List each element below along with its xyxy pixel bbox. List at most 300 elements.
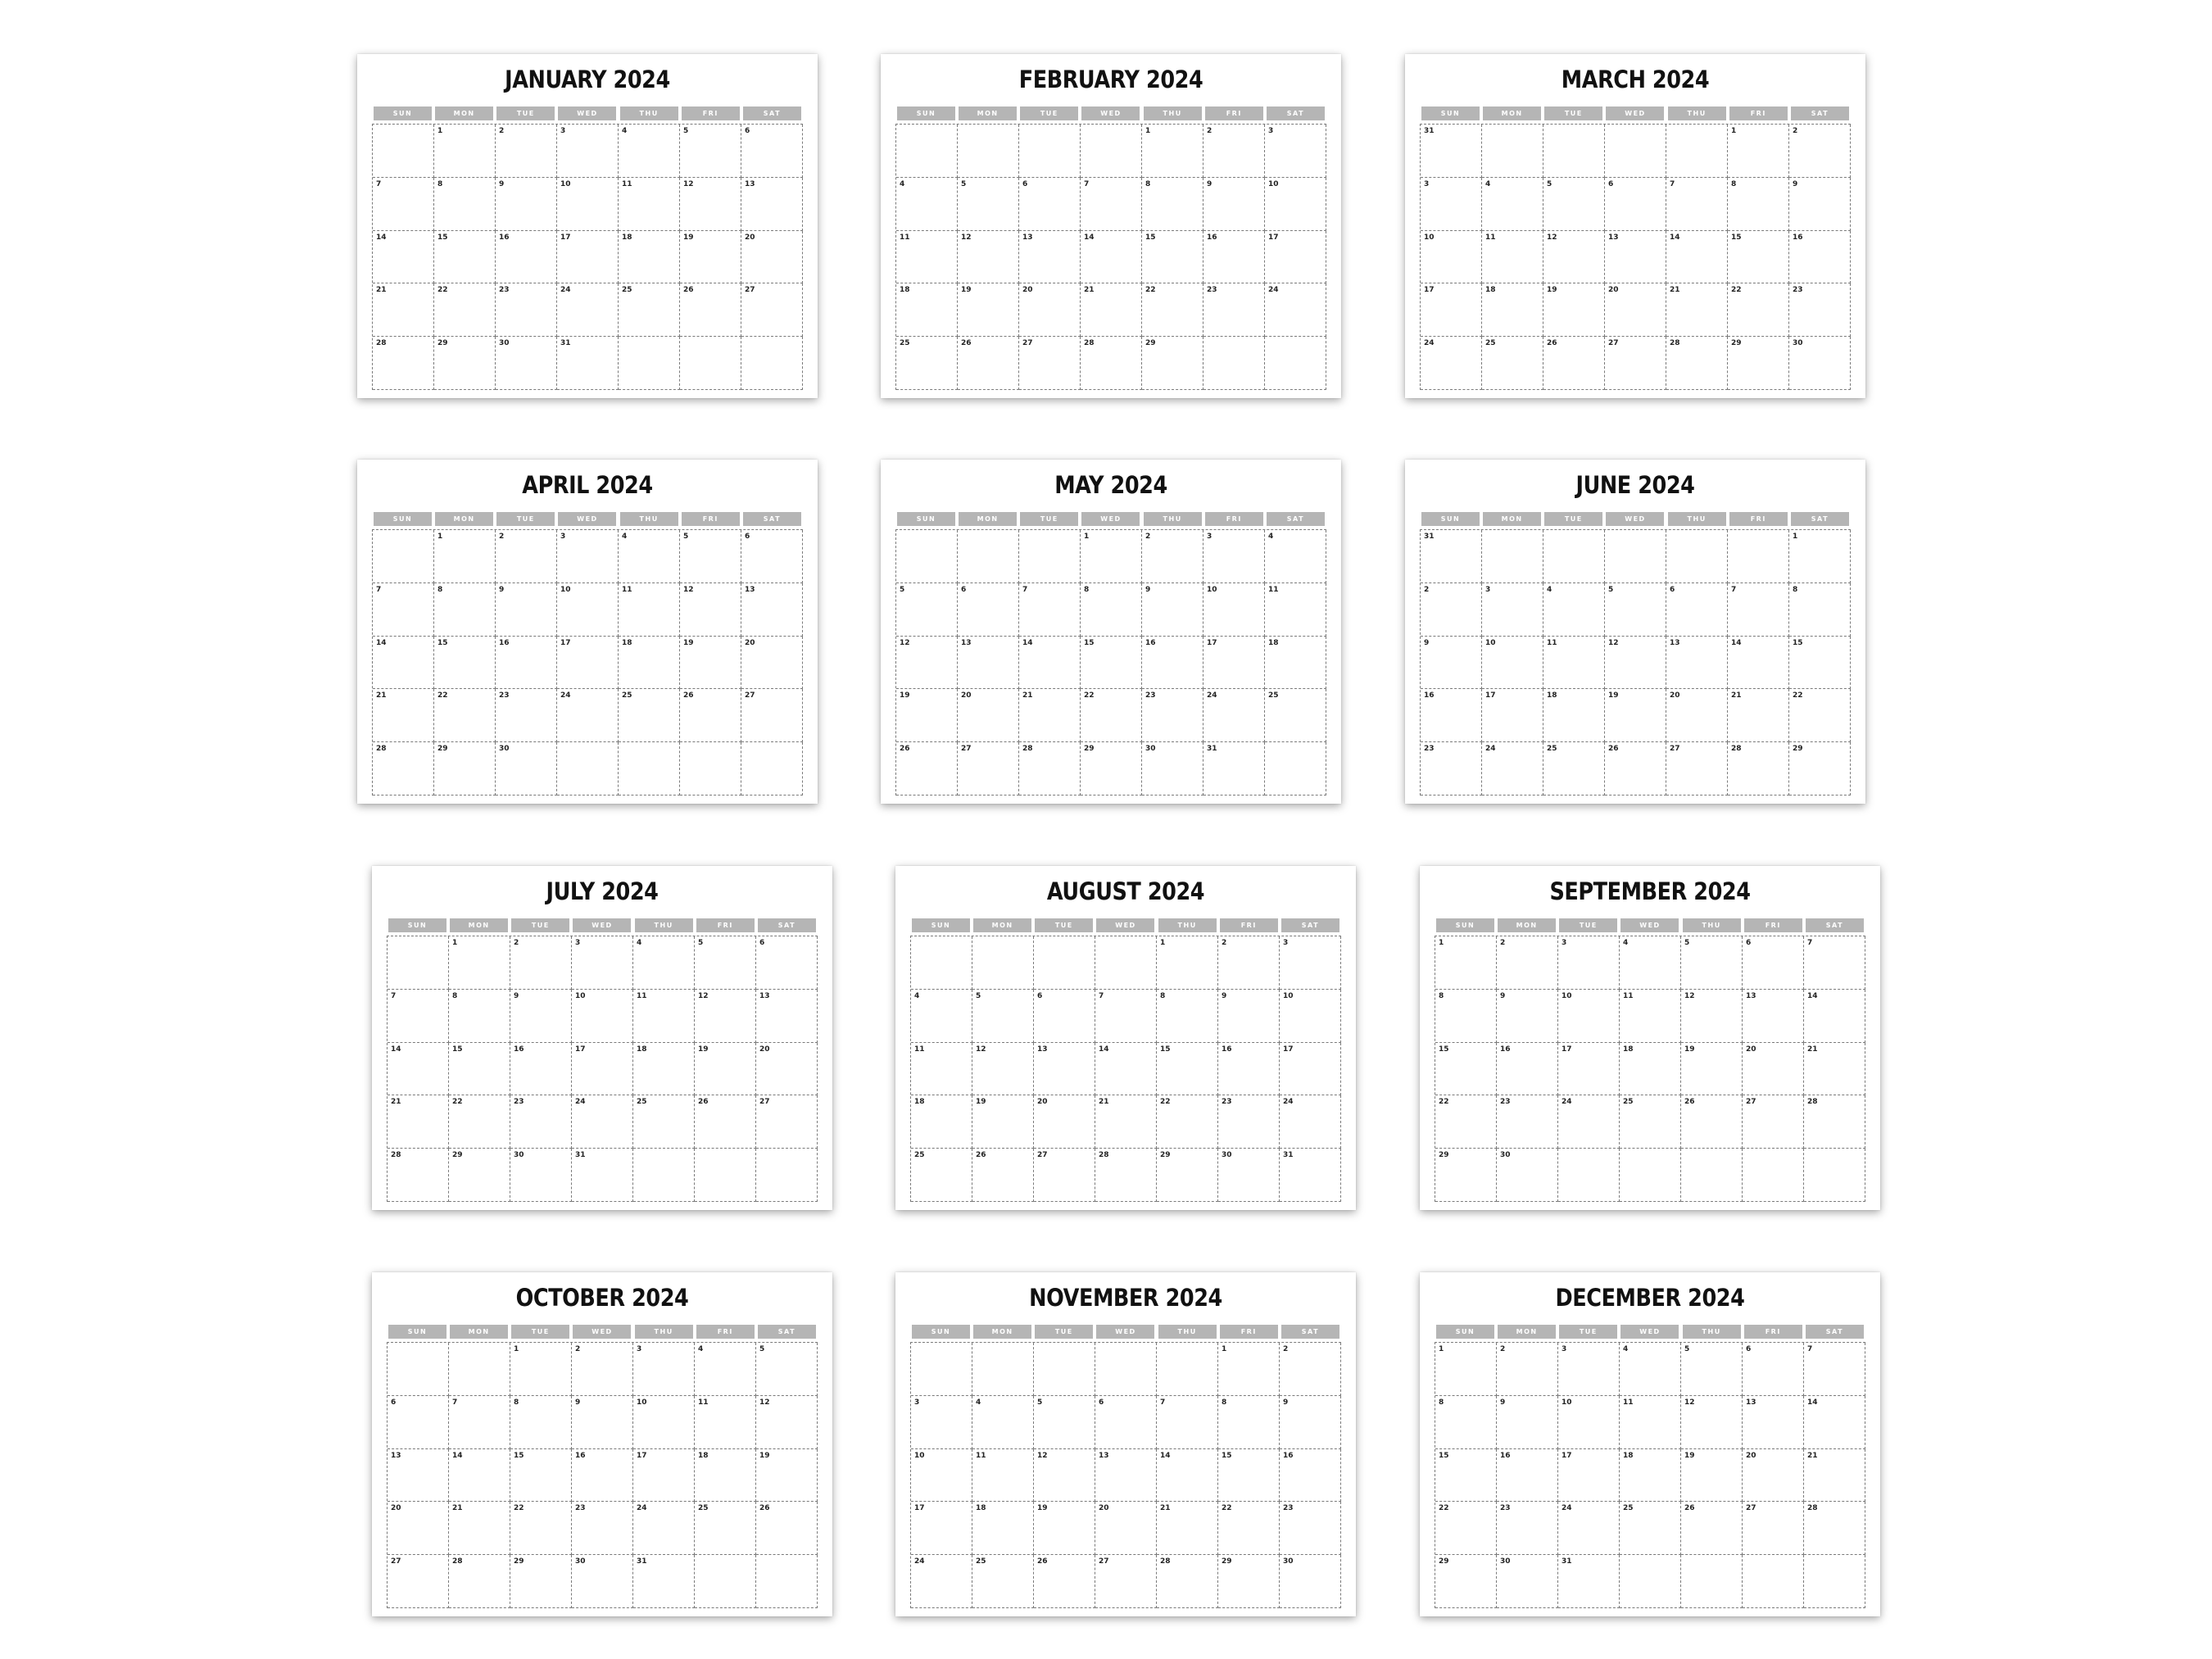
day-cell bbox=[695, 936, 756, 990]
day-cell bbox=[1280, 990, 1341, 1043]
weekday-label: WED bbox=[558, 107, 616, 120]
day-cell bbox=[434, 530, 496, 583]
day-number: 1 bbox=[514, 1345, 519, 1353]
day-number: 10 bbox=[1283, 991, 1294, 1000]
day-cell bbox=[1558, 936, 1620, 990]
day-number: 3 bbox=[1268, 127, 1274, 135]
weekday-label: MON bbox=[959, 107, 1017, 120]
day-number: 28 bbox=[1022, 745, 1033, 754]
day-cell bbox=[1681, 1043, 1743, 1096]
day-number: 12 bbox=[961, 233, 972, 242]
day-cell bbox=[1605, 231, 1666, 284]
day-number: 19 bbox=[900, 691, 910, 700]
day-number: 24 bbox=[637, 1504, 647, 1513]
weekday-label: TUE bbox=[1035, 1325, 1093, 1339]
day-cell bbox=[911, 990, 972, 1043]
day-number: 2 bbox=[499, 127, 505, 135]
day-cell bbox=[1081, 689, 1142, 742]
day-number: 10 bbox=[560, 179, 571, 188]
weekday-label: FRI bbox=[682, 512, 740, 526]
day-cell bbox=[449, 1396, 510, 1449]
weekday-label: WED bbox=[1620, 918, 1679, 932]
day-number: 12 bbox=[698, 991, 709, 1000]
day-number: 27 bbox=[1746, 1098, 1756, 1107]
day-cell bbox=[619, 337, 680, 390]
day-number: 21 bbox=[1731, 691, 1742, 700]
calendar-page bbox=[881, 54, 1341, 398]
day-number: 31 bbox=[1424, 533, 1435, 541]
day-number: 20 bbox=[1608, 286, 1619, 295]
day-number: 2 bbox=[1207, 127, 1213, 135]
day-cell bbox=[633, 990, 695, 1043]
day-number: 11 bbox=[900, 233, 910, 242]
day-cell bbox=[510, 1043, 572, 1096]
weekday-label: THU bbox=[1668, 107, 1726, 120]
day-cell bbox=[388, 1343, 449, 1396]
day-number: 17 bbox=[1424, 286, 1435, 295]
day-cell bbox=[1421, 742, 1482, 796]
day-number: 1 bbox=[1793, 533, 1798, 541]
day-cell bbox=[1728, 583, 1789, 637]
day-cell bbox=[449, 1343, 510, 1396]
day-number: 3 bbox=[1562, 939, 1567, 947]
day-cell bbox=[1218, 1149, 1280, 1202]
day-number: 5 bbox=[1547, 179, 1552, 188]
day-number: 5 bbox=[1608, 585, 1614, 594]
day-number: 17 bbox=[560, 233, 571, 242]
day-cell bbox=[1421, 530, 1482, 583]
day-number: 22 bbox=[1160, 1098, 1171, 1107]
day-cell bbox=[1743, 936, 1804, 990]
day-grid bbox=[387, 1342, 818, 1608]
day-grid bbox=[372, 529, 803, 796]
day-cell bbox=[695, 990, 756, 1043]
day-number: 18 bbox=[976, 1504, 986, 1513]
day-cell bbox=[680, 530, 741, 583]
day-number: 6 bbox=[1746, 1345, 1752, 1353]
day-number: 1 bbox=[1160, 939, 1166, 947]
day-number: 11 bbox=[622, 179, 632, 188]
calendar-page bbox=[895, 866, 1356, 1210]
day-cell bbox=[972, 990, 1034, 1043]
day-number: 29 bbox=[1084, 745, 1095, 754]
day-cell bbox=[1019, 742, 1081, 796]
day-cell bbox=[1482, 637, 1543, 690]
day-cell bbox=[741, 742, 803, 796]
day-cell bbox=[896, 637, 958, 690]
day-number: 4 bbox=[622, 533, 628, 541]
month-title: DECEMBER 2024 bbox=[1555, 1284, 1745, 1312]
weekday-label: FRI bbox=[696, 1325, 755, 1339]
weekday-label: SAT bbox=[1791, 107, 1849, 120]
day-cell bbox=[633, 1449, 695, 1503]
day-number: 19 bbox=[759, 1451, 770, 1460]
day-number: 27 bbox=[1670, 745, 1680, 754]
day-number: 5 bbox=[683, 533, 689, 541]
day-number: 7 bbox=[376, 585, 382, 594]
day-number: 23 bbox=[1145, 691, 1156, 700]
day-number: 16 bbox=[1500, 1451, 1511, 1460]
weekday-label: THU bbox=[1158, 918, 1217, 932]
day-cell bbox=[1142, 583, 1203, 637]
day-cell bbox=[1095, 1095, 1157, 1149]
day-number: 7 bbox=[376, 179, 382, 188]
day-number: 22 bbox=[1145, 286, 1156, 295]
day-cell bbox=[972, 1043, 1034, 1096]
day-cell bbox=[633, 1555, 695, 1608]
weekday-label: FRI bbox=[1205, 107, 1263, 120]
day-number: 25 bbox=[1485, 339, 1496, 348]
day-cell bbox=[741, 178, 803, 231]
day-cell bbox=[1666, 337, 1728, 390]
day-cell bbox=[1019, 125, 1081, 178]
day-cell bbox=[1421, 689, 1482, 742]
day-number: 14 bbox=[376, 233, 387, 242]
weekday-label: THU bbox=[620, 512, 678, 526]
day-cell bbox=[911, 1095, 972, 1149]
day-number: 27 bbox=[1746, 1504, 1756, 1513]
day-cell bbox=[434, 231, 496, 284]
day-cell bbox=[1421, 283, 1482, 337]
weekday-label: THU bbox=[635, 918, 693, 932]
day-number: 14 bbox=[1022, 638, 1033, 647]
day-number: 4 bbox=[1623, 939, 1629, 947]
day-number: 4 bbox=[900, 179, 905, 188]
day-number: 10 bbox=[1207, 585, 1217, 594]
day-cell bbox=[572, 1149, 633, 1202]
day-number: 1 bbox=[1439, 1345, 1444, 1353]
day-number: 17 bbox=[1268, 233, 1279, 242]
day-cell bbox=[1203, 125, 1265, 178]
weekday-label: FRI bbox=[1205, 512, 1263, 526]
day-cell bbox=[619, 178, 680, 231]
weekday-label: SAT bbox=[1281, 918, 1339, 932]
day-cell bbox=[572, 1095, 633, 1149]
day-number: 15 bbox=[514, 1451, 524, 1460]
day-number: 19 bbox=[961, 286, 972, 295]
day-cell bbox=[1789, 583, 1851, 637]
day-number: 16 bbox=[1283, 1451, 1294, 1460]
day-number: 3 bbox=[637, 1345, 642, 1353]
day-cell bbox=[1435, 1149, 1497, 1202]
day-cell bbox=[1142, 231, 1203, 284]
day-number: 17 bbox=[575, 1045, 586, 1054]
day-cell bbox=[572, 936, 633, 990]
day-cell bbox=[1280, 1555, 1341, 1608]
day-cell bbox=[958, 178, 1019, 231]
month-title: SEPTEMBER 2024 bbox=[1549, 877, 1751, 905]
day-number: 8 bbox=[452, 991, 458, 1000]
day-cell bbox=[1482, 178, 1543, 231]
day-cell bbox=[1019, 337, 1081, 390]
day-cell bbox=[896, 337, 958, 390]
day-cell bbox=[1034, 1043, 1095, 1096]
weekday-label: SAT bbox=[1267, 107, 1325, 120]
day-number: 20 bbox=[1099, 1504, 1109, 1513]
day-cell bbox=[1666, 231, 1728, 284]
day-cell bbox=[1497, 1043, 1558, 1096]
day-cell bbox=[1265, 742, 1326, 796]
day-number: 16 bbox=[1793, 233, 1803, 242]
day-grid bbox=[387, 936, 818, 1202]
day-number: 4 bbox=[1547, 585, 1552, 594]
day-number: 2 bbox=[1500, 1345, 1506, 1353]
day-number: 1 bbox=[1731, 127, 1737, 135]
weekday-label: TUE bbox=[1559, 1325, 1617, 1339]
day-cell bbox=[958, 530, 1019, 583]
weekday-label: TUE bbox=[1544, 512, 1602, 526]
day-cell bbox=[1728, 637, 1789, 690]
day-number: 15 bbox=[437, 638, 448, 647]
day-cell bbox=[1543, 530, 1605, 583]
day-cell bbox=[510, 1149, 572, 1202]
day-number: 20 bbox=[961, 691, 972, 700]
day-cell bbox=[633, 1149, 695, 1202]
month-title: OCTOBER 2024 bbox=[515, 1284, 689, 1312]
day-number: 17 bbox=[1562, 1045, 1572, 1054]
day-cell bbox=[1497, 1149, 1558, 1202]
weekday-label: THU bbox=[1144, 512, 1202, 526]
day-number: 7 bbox=[1084, 179, 1090, 188]
day-number: 19 bbox=[683, 233, 694, 242]
day-cell bbox=[911, 1449, 972, 1503]
weekday-label: SAT bbox=[1806, 1325, 1864, 1339]
day-cell bbox=[1743, 1502, 1804, 1555]
day-cell bbox=[1157, 1555, 1218, 1608]
day-cell bbox=[1558, 1396, 1620, 1449]
day-cell bbox=[1482, 742, 1543, 796]
day-number: 26 bbox=[961, 339, 972, 348]
day-cell bbox=[1482, 689, 1543, 742]
day-cell bbox=[1421, 337, 1482, 390]
day-number: 12 bbox=[759, 1398, 770, 1407]
day-cell bbox=[572, 990, 633, 1043]
day-cell bbox=[1605, 530, 1666, 583]
day-cell bbox=[449, 1043, 510, 1096]
day-cell bbox=[896, 231, 958, 284]
day-cell bbox=[1558, 1149, 1620, 1202]
day-number: 21 bbox=[452, 1504, 463, 1513]
day-cell bbox=[1280, 1396, 1341, 1449]
day-number: 12 bbox=[1608, 638, 1619, 647]
day-cell bbox=[911, 1396, 972, 1449]
day-cell bbox=[1081, 583, 1142, 637]
day-cell bbox=[1435, 936, 1497, 990]
day-number: 27 bbox=[1022, 339, 1033, 348]
day-number: 13 bbox=[745, 585, 755, 594]
day-number: 24 bbox=[560, 691, 571, 700]
weekday-header-row bbox=[374, 512, 801, 526]
day-number: 2 bbox=[1500, 939, 1506, 947]
calendar-page bbox=[1420, 866, 1880, 1210]
day-number: 26 bbox=[1037, 1557, 1048, 1566]
day-cell bbox=[1543, 689, 1605, 742]
day-number: 12 bbox=[900, 638, 910, 647]
day-cell bbox=[695, 1449, 756, 1503]
day-cell bbox=[1681, 936, 1743, 990]
day-cell bbox=[1265, 689, 1326, 742]
day-cell bbox=[633, 1095, 695, 1149]
day-cell bbox=[557, 583, 619, 637]
weekday-label: FRI bbox=[1744, 918, 1802, 932]
day-cell bbox=[1620, 1555, 1681, 1608]
day-cell bbox=[680, 125, 741, 178]
day-number: 25 bbox=[1623, 1504, 1634, 1513]
weekday-label: SUN bbox=[912, 1325, 970, 1339]
day-number: 10 bbox=[560, 585, 571, 594]
day-number: 30 bbox=[1793, 339, 1803, 348]
day-number: 15 bbox=[1145, 233, 1156, 242]
day-number: 25 bbox=[976, 1557, 986, 1566]
day-cell bbox=[1081, 125, 1142, 178]
day-cell bbox=[1034, 1396, 1095, 1449]
weekday-label: WED bbox=[1620, 1325, 1679, 1339]
day-number: 4 bbox=[914, 991, 920, 1000]
day-number: 23 bbox=[1500, 1098, 1511, 1107]
day-number: 14 bbox=[452, 1451, 463, 1460]
day-cell bbox=[1804, 1502, 1865, 1555]
day-number: 11 bbox=[622, 585, 632, 594]
day-cell bbox=[1620, 1343, 1681, 1396]
day-number: 6 bbox=[391, 1398, 397, 1407]
month-title: JANUARY 2024 bbox=[505, 66, 670, 93]
day-cell bbox=[557, 637, 619, 690]
day-number: 12 bbox=[1547, 233, 1557, 242]
day-cell bbox=[896, 125, 958, 178]
day-cell bbox=[1218, 1555, 1280, 1608]
day-number: 29 bbox=[1145, 339, 1156, 348]
day-cell bbox=[1543, 231, 1605, 284]
weekday-label: WED bbox=[558, 512, 616, 526]
day-cell bbox=[972, 1449, 1034, 1503]
day-cell bbox=[1666, 530, 1728, 583]
day-number: 11 bbox=[976, 1451, 986, 1460]
day-number: 25 bbox=[1268, 691, 1279, 700]
day-grid bbox=[372, 124, 803, 390]
day-number: 5 bbox=[1037, 1398, 1043, 1407]
day-cell bbox=[1482, 530, 1543, 583]
day-number: 22 bbox=[1439, 1098, 1449, 1107]
day-cell bbox=[434, 583, 496, 637]
weekday-label: TUE bbox=[496, 107, 555, 120]
day-cell bbox=[1620, 990, 1681, 1043]
day-number: 26 bbox=[1684, 1098, 1695, 1107]
day-number: 4 bbox=[1485, 179, 1491, 188]
day-number: 5 bbox=[759, 1345, 765, 1353]
day-number: 16 bbox=[499, 233, 510, 242]
day-cell bbox=[388, 1149, 449, 1202]
day-cell bbox=[1095, 1043, 1157, 1096]
day-cell bbox=[633, 1343, 695, 1396]
day-cell bbox=[1280, 1343, 1341, 1396]
day-number: 31 bbox=[637, 1557, 647, 1566]
day-cell bbox=[1558, 1343, 1620, 1396]
day-number: 5 bbox=[1684, 1345, 1690, 1353]
day-cell bbox=[434, 283, 496, 337]
day-number: 10 bbox=[1485, 638, 1496, 647]
day-cell bbox=[434, 637, 496, 690]
day-cell bbox=[756, 1343, 818, 1396]
day-number: 3 bbox=[1207, 533, 1213, 541]
day-cell bbox=[1218, 990, 1280, 1043]
day-cell bbox=[1743, 990, 1804, 1043]
day-cell bbox=[1804, 1555, 1865, 1608]
day-cell bbox=[1728, 689, 1789, 742]
day-cell bbox=[1543, 283, 1605, 337]
day-number: 4 bbox=[637, 939, 642, 947]
day-number: 3 bbox=[914, 1398, 920, 1407]
day-cell bbox=[496, 583, 557, 637]
month-title: JULY 2024 bbox=[546, 877, 659, 905]
day-number: 31 bbox=[1207, 745, 1217, 754]
calendar-page bbox=[1405, 54, 1865, 398]
day-number: 23 bbox=[514, 1098, 524, 1107]
day-cell bbox=[1804, 1343, 1865, 1396]
day-cell bbox=[1019, 178, 1081, 231]
day-number: 26 bbox=[900, 745, 910, 754]
day-number: 13 bbox=[759, 991, 770, 1000]
weekday-label: THU bbox=[635, 1325, 693, 1339]
day-number: 4 bbox=[1623, 1345, 1629, 1353]
day-number: 14 bbox=[391, 1045, 401, 1054]
weekday-label: WED bbox=[1096, 918, 1154, 932]
weekday-label: MON bbox=[435, 107, 493, 120]
day-cell bbox=[911, 1149, 972, 1202]
weekday-label: SUN bbox=[1436, 1325, 1494, 1339]
day-cell bbox=[1666, 689, 1728, 742]
day-number: 22 bbox=[1793, 691, 1803, 700]
day-cell bbox=[373, 231, 434, 284]
weekday-label: SAT bbox=[743, 512, 801, 526]
day-number: 20 bbox=[745, 233, 755, 242]
day-cell bbox=[1157, 990, 1218, 1043]
day-number: 22 bbox=[1222, 1504, 1232, 1513]
day-number: 2 bbox=[1283, 1345, 1289, 1353]
day-number: 26 bbox=[759, 1504, 770, 1513]
day-number: 21 bbox=[1670, 286, 1680, 295]
day-cell bbox=[1789, 283, 1851, 337]
day-cell bbox=[1034, 1502, 1095, 1555]
day-cell bbox=[388, 990, 449, 1043]
day-number: 9 bbox=[575, 1398, 581, 1407]
day-number: 17 bbox=[560, 638, 571, 647]
day-cell bbox=[1482, 231, 1543, 284]
day-cell bbox=[1681, 1396, 1743, 1449]
day-number: 29 bbox=[514, 1557, 524, 1566]
day-cell bbox=[1157, 1449, 1218, 1503]
day-cell bbox=[1218, 1502, 1280, 1555]
day-cell bbox=[1157, 936, 1218, 990]
day-number: 6 bbox=[1746, 939, 1752, 947]
day-number: 28 bbox=[376, 745, 387, 754]
day-cell bbox=[1280, 1502, 1341, 1555]
day-cell bbox=[1620, 936, 1681, 990]
day-number: 24 bbox=[1562, 1098, 1572, 1107]
day-cell bbox=[972, 1149, 1034, 1202]
day-number: 21 bbox=[1022, 691, 1033, 700]
weekday-label: FRI bbox=[682, 107, 740, 120]
day-number: 28 bbox=[1670, 339, 1680, 348]
day-cell bbox=[1482, 583, 1543, 637]
day-number: 17 bbox=[637, 1451, 647, 1460]
day-number: 18 bbox=[1623, 1045, 1634, 1054]
day-number: 9 bbox=[1145, 585, 1151, 594]
day-cell bbox=[958, 125, 1019, 178]
day-number: 4 bbox=[622, 127, 628, 135]
day-number: 27 bbox=[1037, 1151, 1048, 1160]
day-cell bbox=[434, 125, 496, 178]
day-cell bbox=[756, 990, 818, 1043]
